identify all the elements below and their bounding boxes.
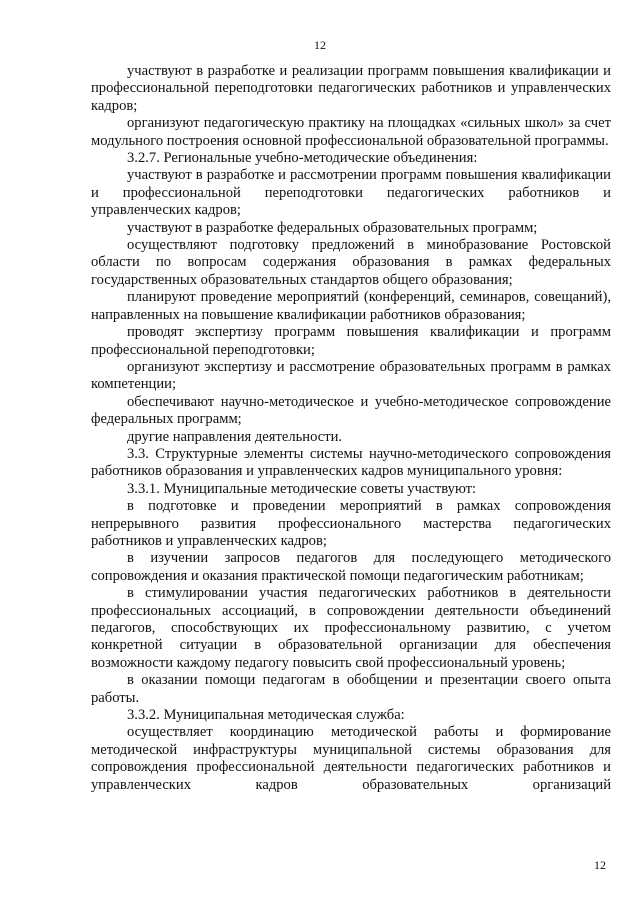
- document-body: [91, 63, 611, 794]
- paragraph: в изучении запросов педагогов для последующего методического сопровождения и оказания практической помощи педагогическим работникам;: [91, 550, 611, 584]
- paragraph: в стимулировании участия педагогических работников в деятельности профессиональных ассоциаций, в сопровождении деятельности объединений педагогов, способствующих их профессиональному развитию, с учетом конкретной ситуации в образовательной организации для обеспечения возможности каждому педагогу повысить свой профессиональный уровень;: [91, 585, 611, 671]
- paragraph: 3.2.7. Региональные учебно-методические объединения:: [127, 150, 478, 167]
- paragraph: в оказании помощи педагогам в обобщении и презентации своего опыта работы.: [91, 672, 611, 706]
- paragraph: 3.3.2. Муниципальная методическая служба:: [127, 707, 405, 724]
- paragraph: осуществляет координацию методической работы и формирование методической инфраструктуры муниципальной системы образования для сопровождения профессиональной деятельности педагогических работников и управленческих кадров образовательных организаций: [91, 724, 611, 793]
- paragraph: организуют педагогическую практику на площадках «сильных школ» за счет модульного построения основной профессиональной образовательной программы.: [91, 115, 611, 149]
- paragraph: участвуют в разработке и реализации программ повышения квалификации и профессиональной переподготовки педагогических работников и управленческих кадров;: [91, 63, 611, 114]
- paragraph: участвуют в разработке федеральных образовательных программ;: [127, 219, 538, 236]
- paragraph: планируют проведение мероприятий (конференций, семинаров, совещаний), направленных на повышение квалификации работников образования;: [91, 289, 611, 323]
- paragraph: участвуют в разработке и рассмотрении программ повышения квалификации и профессиональной переподготовки педагогических работников и управленческих кадров;: [91, 167, 611, 219]
- paragraph: организуют экспертизу и рассмотрение образовательных программ в рамках компетенции;: [91, 358, 611, 393]
- paragraph: в подготовке и проведении мероприятий в рамках сопровождения непрерывного развития профессионального мастерства педагогических работников и управленческих кадров;: [91, 498, 611, 549]
- paragraph: 3.3. Структурные элементы системы научно-методического сопровождения работников образования и управленческих кадров муниципального уровня:: [91, 445, 611, 480]
- page-number-top: 12: [314, 38, 326, 52]
- paragraph: обеспечивают научно-методическое и учебно-методическое сопровождение федеральных программ;: [91, 393, 611, 428]
- page-number-bottom: 12: [594, 858, 606, 872]
- paragraph: другие направления деятельности.: [127, 428, 343, 445]
- paragraph: осуществляют подготовку предложений в минобразование Ростовской области по вопросам содержания образования в рамках федеральных государственных образовательных стандартов общего образования;: [91, 237, 611, 288]
- paragraph: проводят экспертизу программ повышения квалификации и программ профессиональной переподготовки;: [91, 324, 611, 358]
- paragraph: 3.3.1. Муниципальные методические советы участвуют:: [127, 480, 477, 497]
